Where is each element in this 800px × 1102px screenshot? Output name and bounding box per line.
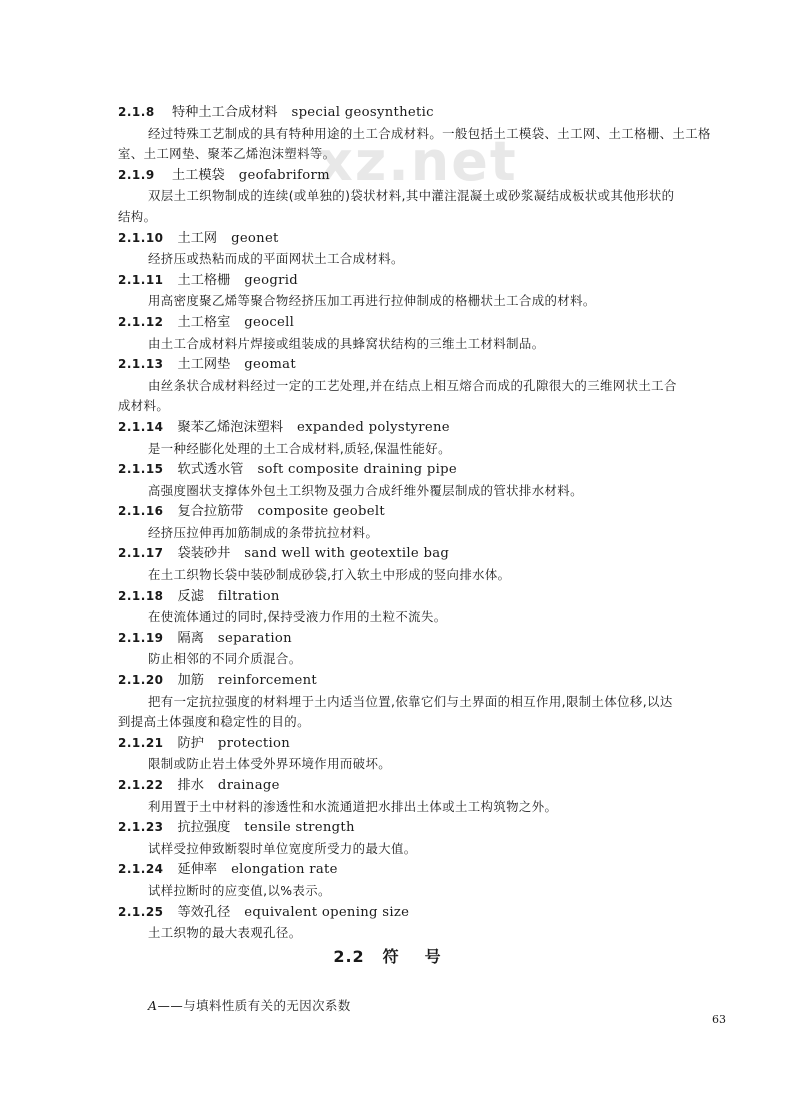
term-definition-line: 结构。: [118, 208, 157, 224]
term-english: geofabriform: [238, 167, 330, 183]
term-heading: [118, 354, 738, 376]
term-entry: [118, 501, 738, 543]
term-number: 2.1.16: [118, 504, 164, 519]
symbol-text: ——与填料性质有关的无因次系数: [157, 998, 351, 1013]
term-definition-line: 室、土工网垫、聚苯乙烯泡沫塑料等。: [118, 146, 336, 162]
term-english: geonet: [231, 230, 279, 246]
term-entry: [118, 165, 738, 228]
term-chinese: 复合拉筋带: [177, 504, 244, 520]
term-definition-line: 把有一定抗拉强度的材料埋于土内适当位置,依靠它们与土界面的相互作用,限制土体位移,以达: [148, 693, 673, 709]
term-definition-line: 在土工织物长袋中装砂制成砂袋,打入软土中形成的竖向排水体。: [148, 567, 511, 583]
term-chinese: 软式透水管: [177, 462, 244, 478]
term-heading: [118, 543, 738, 565]
term-definition-line: 试样拉断时的应变值,以%表示。: [148, 882, 331, 898]
term-chinese: 等效孔径: [177, 904, 231, 920]
term-number: 2.1.24: [118, 862, 164, 877]
term-english: reinforcement: [217, 673, 318, 689]
term-english: expanded polystyrene: [297, 419, 450, 435]
term-english: equivalent opening size: [244, 904, 410, 920]
term-chinese: 土工网: [177, 230, 218, 246]
page-number: 63: [712, 1013, 726, 1026]
term-entry: [118, 733, 738, 775]
term-chinese: 排水: [177, 778, 204, 793]
term-definition-line: 由丝条状合成材料经过一定的工艺处理,并在结点上相互熔合而成的孔隙很大的三维网状土工合: [148, 377, 677, 393]
term-number: 2.1.15: [118, 462, 164, 477]
term-entry: [118, 586, 738, 628]
term-heading: [118, 670, 738, 692]
term-definition-line: 到提高土体强度和稳定性的目的。: [118, 714, 310, 730]
term-english: sand well with geotextile bag: [244, 546, 450, 562]
term-definition-line: 经挤压拉伸再加筋制成的条带抗拉材料。: [148, 524, 379, 540]
term-definition-line: 由土工合成材料片焊接或组装成的具蜂窝状结构的三维土工材料制品。: [148, 335, 545, 351]
term-chinese: 土工格栅: [177, 272, 231, 288]
term-heading: [118, 501, 738, 523]
term-english: special geosynthetic: [291, 105, 434, 120]
term-chinese: 土工网垫: [177, 357, 231, 373]
term-number: 2.1.17: [118, 546, 164, 561]
symbol-definition: [148, 996, 351, 1014]
term-chinese: 抗拉强度: [177, 820, 231, 836]
term-english: filtration: [217, 588, 280, 604]
term-entry: [118, 543, 738, 585]
term-definition-line: 双层土工织物制成的连续(或单独的)袋状材料,其中灌注混凝土或砂浆凝结成板状或其他形状的: [148, 188, 675, 204]
section-number: 2.2: [333, 947, 365, 966]
term-entry: [118, 228, 738, 270]
term-english: geocell: [244, 314, 295, 330]
term-number: 2.1.21: [118, 735, 164, 750]
term-definition-line: 防止相邻的不同介质混合。: [148, 651, 302, 667]
term-english: soft composite draining pipe: [257, 462, 457, 478]
symbol-letter: A: [148, 998, 158, 1013]
term-number: 2.1.8: [118, 105, 155, 119]
term-definitions: [118, 102, 738, 944]
term-chinese: 袋装砂井: [177, 546, 231, 562]
term-entry: [118, 354, 738, 417]
term-number: 2.1.10: [118, 230, 164, 245]
term-entry: [118, 417, 738, 459]
term-chinese: 加筋: [177, 673, 204, 689]
term-entry: [118, 312, 738, 354]
watermark: xz.net: [318, 130, 518, 193]
term-chinese: 聚苯乙烯泡沫塑料: [177, 419, 284, 435]
term-entry: [118, 628, 738, 670]
term-entry: [118, 902, 738, 944]
term-entry: [118, 270, 738, 312]
term-heading: [118, 459, 738, 481]
term-heading: [118, 270, 738, 292]
term-number: 2.1.25: [118, 904, 164, 919]
term-heading: [118, 586, 738, 608]
term-definition-line: 利用置于土中材料的渗透性和水流通道把水排出土体或土工构筑物之外。: [148, 798, 558, 814]
term-number: 2.1.20: [118, 673, 164, 688]
term-entry: [118, 775, 738, 817]
term-definition-line: 成材料。: [118, 398, 170, 414]
term-heading: [118, 165, 738, 187]
term-english: geogrid: [244, 272, 298, 288]
term-definition-line: 高强度圈状支撑体外包土工织物及强力合成纤维外覆层制成的管状排水材料。: [148, 482, 583, 498]
term-heading: [118, 312, 738, 334]
term-heading: [118, 733, 738, 755]
term-number: 2.1.23: [118, 820, 164, 835]
term-entry: [118, 817, 738, 859]
term-number: 2.1.13: [118, 357, 164, 372]
term-chinese: 隔离: [177, 630, 204, 646]
term-definition-line: 经挤压或热粘而成的平面网状土工合成材料。: [148, 251, 404, 267]
term-entry: [118, 670, 738, 733]
term-number: 2.1.19: [118, 630, 164, 645]
term-chinese: 延伸率: [177, 862, 218, 878]
term-entry: [118, 859, 738, 901]
term-english: geomat: [244, 357, 296, 373]
term-heading: [118, 628, 738, 650]
term-heading: [118, 417, 738, 439]
term-heading: [118, 102, 738, 124]
term-entry: [118, 459, 738, 501]
term-heading: [118, 859, 738, 881]
term-number: 2.1.9: [118, 167, 155, 182]
term-definition-line: 试样受拉伸致断裂时单位宽度所受力的最大值。: [148, 840, 417, 856]
term-number: 2.1.22: [118, 778, 164, 792]
term-chinese: 土工模袋: [172, 167, 225, 183]
term-definition-line: 限制或防止岩土体受外界环境作用而破坏。: [148, 756, 392, 772]
term-heading: [118, 902, 738, 924]
section-heading: [0, 944, 800, 967]
term-english: elongation rate: [231, 862, 338, 878]
term-chinese: 特种土工合成材料: [172, 105, 278, 120]
term-heading: [118, 775, 738, 797]
term-number: 2.1.14: [118, 419, 164, 434]
term-english: composite geobelt: [257, 504, 385, 520]
term-chinese: 防护: [177, 735, 204, 751]
term-heading: [118, 228, 738, 250]
term-english: protection: [217, 735, 291, 751]
term-chinese: 土工格室: [177, 314, 231, 330]
term-definition-line: 是一种经膨化处理的土工合成材料,质轻,保温性能好。: [148, 440, 451, 456]
term-heading: [118, 817, 738, 839]
term-chinese: 反滤: [177, 588, 204, 604]
term-english: tensile strength: [244, 820, 355, 836]
term-number: 2.1.11: [118, 272, 164, 287]
term-number: 2.1.12: [118, 314, 164, 329]
term-definition-line: 经过特殊工艺制成的具有特种用途的土工合成材料。一般包括土工模袋、土工网、土工格栅、土工格: [148, 125, 711, 141]
term-english: separation: [217, 630, 292, 646]
term-entry: [118, 102, 738, 165]
section-title: 符号: [382, 947, 467, 966]
term-definition-line: 土工织物的最大表观孔径。: [148, 925, 302, 941]
term-definition-line: 在使流体通过的同时,保持受液力作用的土粒不流失。: [148, 609, 447, 625]
term-english: drainage: [217, 778, 280, 793]
term-definition-line: 用高密度聚乙烯等聚合物经挤压加工再进行拉伸制成的格栅状土工合成的材料。: [148, 293, 596, 309]
term-number: 2.1.18: [118, 588, 164, 603]
